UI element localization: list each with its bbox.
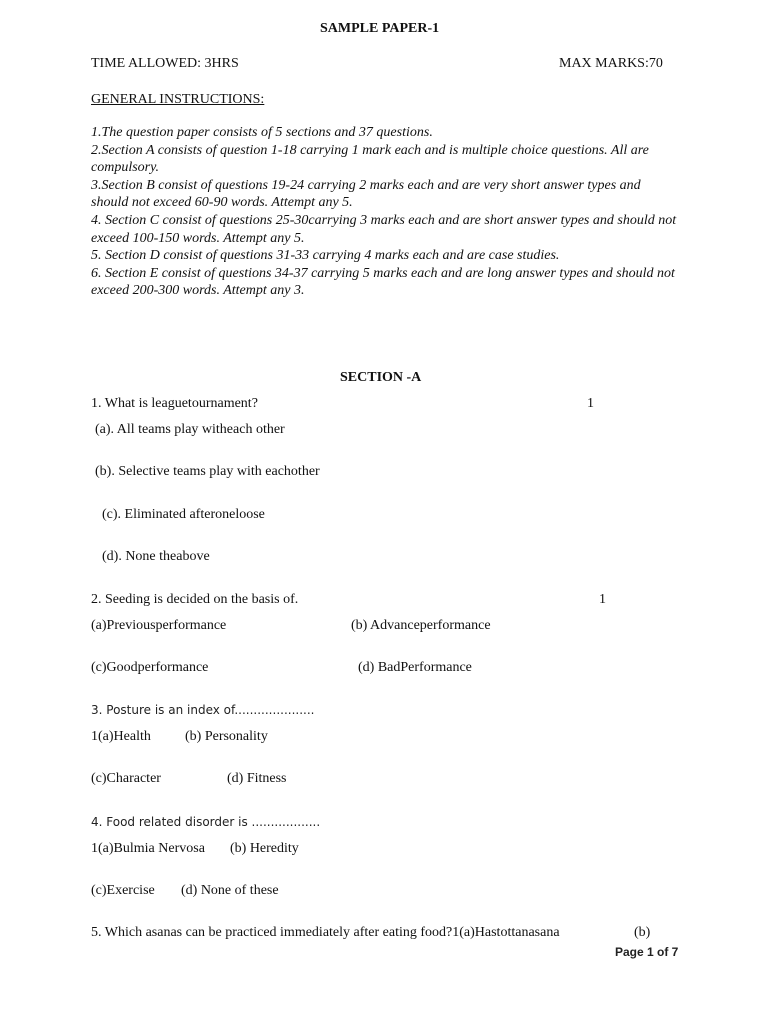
page-number: Page 1 of 7 xyxy=(615,945,679,959)
question-5: 5. Which asanas can be practiced immediately after eating food?1(a)Hastottanasana xyxy=(91,925,560,940)
instructions-list xyxy=(91,124,681,300)
option: (b) Advanceperformance xyxy=(351,618,491,633)
instruction-item: 2.Section A consists of question 1-18 carrying 1 mark each and is multiple choice questions. All are compulsory. xyxy=(91,142,649,176)
option: (b) Personality xyxy=(185,729,268,744)
instruction-item: 4. Section C consist of questions 25-30carrying 3 marks each and are short answer types and should not exceed 100-150 words. Attempt any 5. xyxy=(91,212,677,246)
question-2-marks: 1 xyxy=(599,592,606,607)
instruction-item: 1.The question paper consists of 5 sections and 37 questions. xyxy=(91,125,433,140)
option: (a)Previousperformance xyxy=(91,618,227,633)
instruction-item: 3.Section B consist of questions 19-24 carrying 2 marks each and are very short answer types and should not exceed 60-90 words. Attempt any 5. xyxy=(91,177,641,211)
question-1: 1. What is leaguetournament? xyxy=(91,396,258,411)
max-marks: MAX MARKS:70 xyxy=(559,56,663,71)
question-3: 3. Posture is an index of..................... xyxy=(91,703,315,717)
option: (a). All teams play witheach other xyxy=(95,422,285,437)
option: (d) None of these xyxy=(181,883,279,898)
option: (c)Character xyxy=(91,771,161,786)
option: (b) Heredity xyxy=(230,841,299,856)
option: (b). Selective teams play with eachother xyxy=(95,464,320,479)
instruction-item: 6. Section E consist of questions 34-37 carrying 5 marks each and are long answer types and should not exceed 200-300 words. Attempt any 3. xyxy=(91,265,675,299)
option: 1(a)Health xyxy=(91,729,151,744)
instructions-heading: GENERAL INSTRUCTIONS: xyxy=(91,92,265,107)
time-allowed: TIME ALLOWED: 3HRS xyxy=(91,56,239,71)
option: 1(a)Bulmia Nervosa xyxy=(91,841,205,856)
option: (c)Exercise xyxy=(91,883,155,898)
question-4: 4. Food related disorder is .................. xyxy=(91,815,321,829)
option: (d). None theabove xyxy=(102,549,210,564)
question-2: 2. Seeding is decided on the basis of. xyxy=(91,592,299,607)
instruction-item: 5. Section D consist of questions 31-33 carrying 4 marks each and are case studies. xyxy=(91,248,560,264)
question-1-marks: 1 xyxy=(587,396,594,411)
section-a-heading: SECTION -A xyxy=(340,370,422,385)
option: (d) Fitness xyxy=(227,771,287,786)
question-5-option-b: (b) xyxy=(634,925,651,940)
paper-title: SAMPLE PAPER-1 xyxy=(320,21,440,36)
option: (d) BadPerformance xyxy=(358,660,472,675)
option: (c). Eliminated afteroneloose xyxy=(102,507,265,522)
option: (c)Goodperformance xyxy=(91,660,209,675)
